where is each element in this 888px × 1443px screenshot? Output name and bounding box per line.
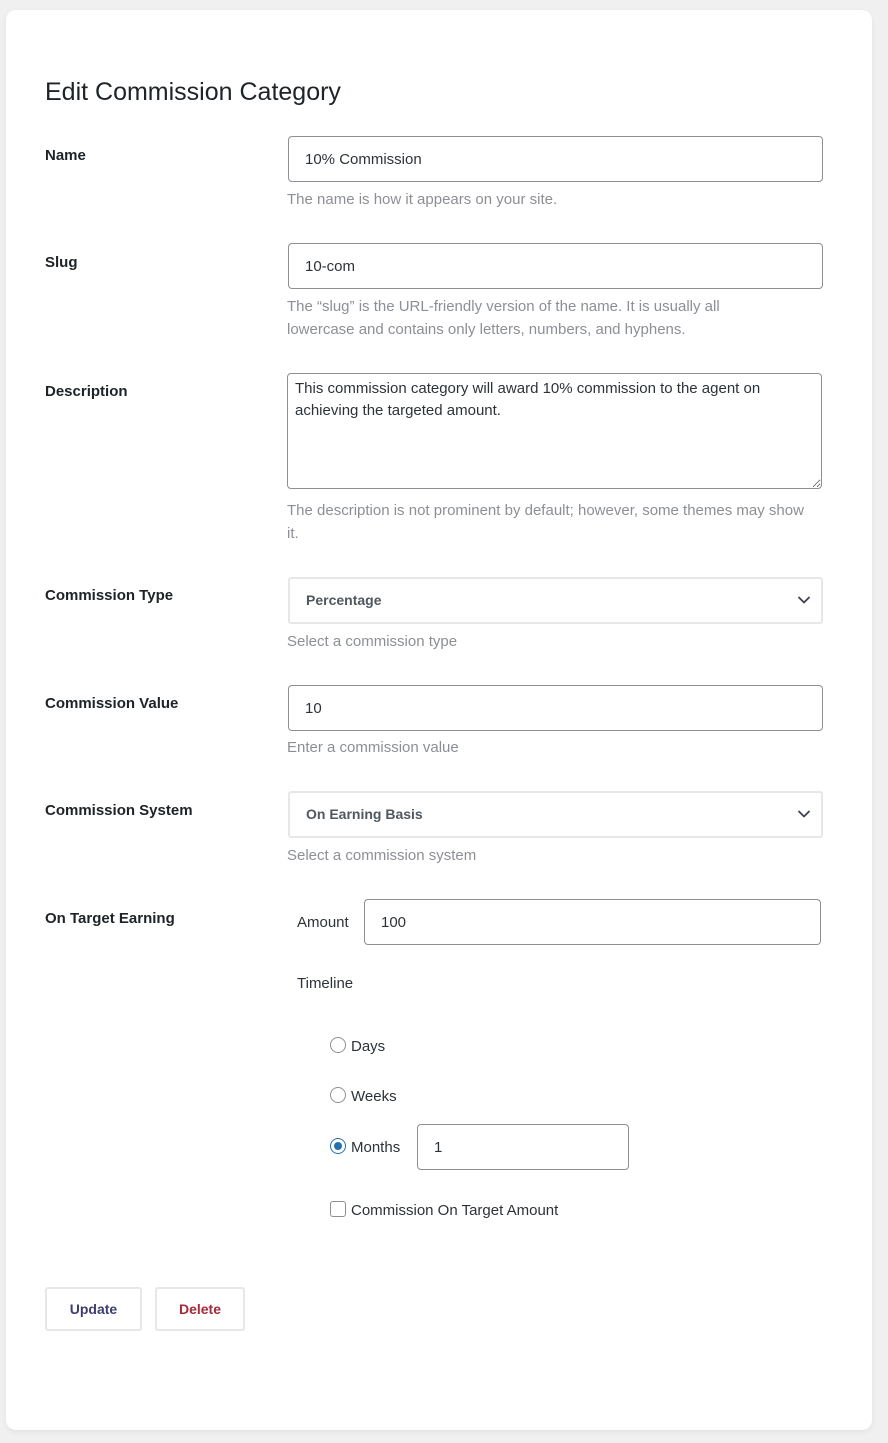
commission-type-select[interactable] xyxy=(288,577,823,624)
amount-input[interactable] xyxy=(364,899,821,945)
timeline-option-months[interactable] xyxy=(330,1137,400,1154)
slug-label: Slug xyxy=(45,254,78,271)
months-count-input[interactable] xyxy=(417,1124,629,1170)
commission-value-help-text: Enter a commission value xyxy=(287,739,459,756)
commission-type-selected-value: Percentage xyxy=(306,592,382,608)
weeks-radio[interactable] xyxy=(330,1087,346,1103)
slug-input[interactable] xyxy=(288,243,823,289)
commission-system-select[interactable] xyxy=(288,791,823,838)
description-help-text: The description is not prominent by default; however, some themes may show it. xyxy=(287,502,804,542)
update-button[interactable]: Update xyxy=(45,1287,142,1331)
chevron-down-icon xyxy=(797,593,811,607)
commission-on-target-option[interactable] xyxy=(330,1200,558,1217)
weeks-radio-label: Weeks xyxy=(351,1088,397,1105)
name-label: Name xyxy=(45,147,86,164)
description-textarea[interactable] xyxy=(287,373,822,489)
commission-type-label: Commission Type xyxy=(45,587,174,604)
slug-help-text: The “slug” is the URL-friendly version of the name. It is usually all lowercase and contains only letters, numbers, and hyphens. xyxy=(287,298,720,338)
name-input[interactable] xyxy=(288,136,823,182)
timeline-label: Timeline xyxy=(297,975,354,992)
commission-on-target-checkbox[interactable] xyxy=(330,1201,346,1217)
amount-label: Amount xyxy=(297,914,349,931)
edit-commission-category-card xyxy=(6,10,872,1430)
months-radio-label: Months xyxy=(351,1139,401,1156)
commission-system-label: Commission System xyxy=(45,802,193,819)
name-help-text: The name is how it appears on your site. xyxy=(287,191,558,208)
commission-type-help-text: Select a commission type xyxy=(287,633,458,650)
timeline-option-days[interactable] xyxy=(330,1036,385,1053)
description-label: Description xyxy=(45,383,128,400)
delete-button[interactable]: Delete xyxy=(155,1287,245,1331)
page-title: Edit Commission Category xyxy=(45,78,341,106)
days-radio-label: Days xyxy=(351,1038,386,1055)
on-target-earning-label: On Target Earning xyxy=(45,910,175,927)
commission-system-selected-value: On Earning Basis xyxy=(306,806,423,822)
commission-value-input[interactable] xyxy=(288,685,823,731)
chevron-down-icon xyxy=(797,807,811,821)
timeline-option-weeks[interactable] xyxy=(330,1086,397,1103)
months-radio[interactable] xyxy=(330,1138,346,1154)
commission-value-label: Commission Value xyxy=(45,695,179,712)
commission-on-target-label: Commission On Target Amount xyxy=(351,1202,559,1219)
commission-system-help-text: Select a commission system xyxy=(287,847,477,864)
days-radio[interactable] xyxy=(330,1037,346,1053)
